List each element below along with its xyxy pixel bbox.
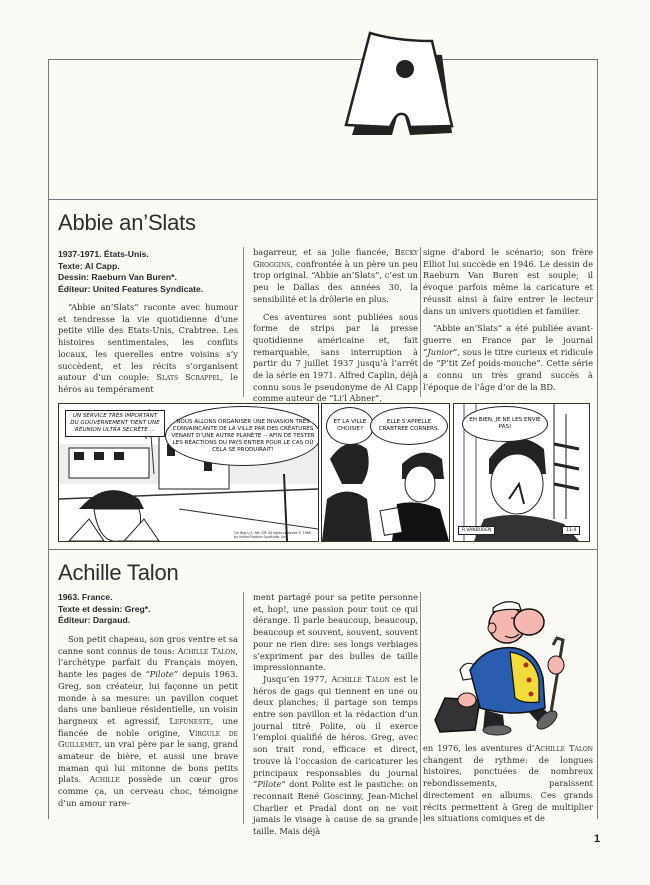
page-number: 1: [594, 833, 601, 845]
achille-col3-paragraph: en 1976, les aventures d’Achille Talon changent de rythme: de longues histoires, ponctuées de nombreux rebondissements, paraissent directement en albums. Ces grands récits permettent à Greg de multiplier les situations comiques et de: [423, 743, 593, 824]
character-name: Lefuneste: [169, 715, 211, 726]
achille-talon-drawing: [425, 590, 590, 740]
character-name: Virgule de Guillemet: [58, 727, 239, 750]
character-name: Becky Groggins: [253, 247, 418, 269]
character-name: Slats Scrappel: [156, 372, 221, 383]
meta-publisher: Éditeur: Dargaud.: [58, 615, 131, 625]
achille-col2-paragraph-2: Jusqu’en 1977, Achille Talon est le héros de gags qui tiennent en une ou deux planches; il partage son temps entre son pavillon et la rédaction d’un journal titré Polite, où il exerce l’emploi qualifié de héros. Greg, avec son trait rond, efficace et direct, trouve là l’occasion de caricaturer les principaux responsables du journal “Pilote” dont Polite est le pastiche: on reconnait René Goscinny, Jean-Michel Charlier et Pradal dont on ne voit jamais le visage à cause de sa grande taille. Mais déjà: [253, 673, 418, 837]
achille-talon-illustration: [425, 590, 590, 740]
meta-dates: 1937-1971. États-Unis.: [58, 249, 149, 259]
entry-meta-abbie: [58, 249, 238, 295]
panel-3-date: 11-4: [562, 526, 580, 535]
letter-counter-dot: [396, 60, 414, 78]
letter-body: [346, 33, 452, 127]
character-name: Achille Talon: [331, 673, 390, 684]
panel-1-copyright: Tm Reg U.S. Pat. Off. All rights reserved © 1968 by United Feature Syndicate, Inc.: [234, 531, 311, 539]
achille-column-3: [423, 743, 593, 825]
comic-panel-3: [453, 403, 590, 542]
comic-panel-1: [58, 403, 319, 542]
abbie-col2-paragraph-1: bagarreur, et sa jolie fiancée, Becky Groggins, confrontée à un père un peu trop original. “Abbie an’Slats”, c’est un peu le Dallas des années 30, la sensibilité et la drôlerie en plus.: [253, 247, 418, 304]
panel-2-speech-bubble-2: ELLE S’APPELLE CRABTREE CORNERS.: [370, 407, 448, 445]
abbie-column-2: [253, 247, 418, 405]
abbie-col3-paragraph-2: “Abbie an’Slats” a été publiée avant-guerre en France par le journal “Junior”, sous le titre curieux et ridicule de “P’tit Zef poids-mouche”. Cette série a connu un très grand succès à l’époque de l’âge d’or de la BD.: [423, 323, 593, 392]
character-name: Achille Talon: [177, 645, 236, 656]
character-name: Achille Talon: [534, 743, 593, 753]
achille-column-2: [253, 592, 418, 838]
page-frame-right: [597, 59, 598, 819]
column-rule: [243, 592, 244, 824]
meta-text-credit: Texte: Al Capp.: [58, 260, 120, 271]
abbie-col3-paragraph-1: signe d’abord le scénario; son frère Elliot lui succède en 1946. Le dessin de Raeburn Van Buren est souple; il évoque parfois même la caricature et réussit ainsi à faire entrer le lecteur dans un univers quotidien et familier.: [423, 247, 593, 316]
abbie-col1-paragraph: “Abbie an’Slats” raconte avec humour et tendresse la vie quotidienne d’une petite ville des Etats-Unis, Crabtree. Les histoires sentimentales, les conflits locaux, les querelles entre voisins s’y succèdent, et les récits s’organisent autour d’un couple: Slats Scrappel, le héros au tempérament: [58, 302, 238, 394]
abbie-column-1: [58, 302, 238, 396]
page-frame-left: [48, 59, 49, 819]
section-letter-a: [340, 25, 470, 150]
character-name: Achille: [89, 774, 120, 785]
column-rule: [420, 247, 421, 397]
entry-meta-achille: [58, 592, 238, 627]
column-rule: [420, 592, 421, 824]
column-rule: [243, 247, 244, 397]
entry-title-achille: Achille Talon: [58, 560, 179, 585]
achille-column-1: [58, 634, 238, 810]
abbie-col2-paragraph-2: Ces aventures sont publiées sous forme de strips par la presse quotidienne américaine et, fait remarquable, sans interruption à partir du 7 juillet 1937 jusqu’à l’arrêt de la série en 1971. Alfred Caplin, déjà connu sous le pseudonyme de Al Capp comme auteur de “Li’l Abner”,: [253, 311, 418, 404]
panel-1-caption: UN SERVICE TRÈS IMPORTANT DU GOUVERNEMENT TIENT UNE RÉUNION ULTRA SECRÈTE ...: [65, 410, 165, 437]
panel-2-speech-bubble-1: ET LA VILLE CHOISIE?: [326, 407, 374, 445]
achille-col1-paragraph: Son petit chapeau, son gros ventre et sa canne sont connus de tous: Achille Talon, l’archétype parfait du Français moyen, hante les pages de “Pilote” depuis 1963. Greg, son créateur, lui façonne un petit monde à sa mesure: un pavillon coquet dans une banlieue résidentielle, un voisin hargneux et agressif, Lefuneste, une fiancée de noble origine, Virgule de Guillemet, un vrai père par le sang, grand amateur de bière, et aussi une brave maman qui lui mitonne de bons petits plats. Achille possède un cœur gros comme ça, un cerveau choc, témoigne d’un amour rare-: [58, 634, 239, 808]
panel-1-speech-bubble: NOUS ALLONS ORGANISER UNE INVASION TRÈS CONVAINCANTE DE LA VILLE PAR DES CRÉATURES VENANT D’UNE AUTRE PLANÈTE -- AFIN DE TESTER LES RÉACTIONS DU PAYS ENTIER POUR LE CAS OÙ CELA SE PRODUIRAIT!: [165, 406, 319, 466]
panel-3-speech-bubble: EH BIEN, JE NE LES ENVIE PAS!: [462, 406, 548, 442]
meta-credit: Texte et dessin: Greg*.: [58, 603, 151, 614]
achille-col2-paragraph-1: ment partagé pour sa petite personne et, hop!, une passion pour tout ce qui dérange. Il parle beaucoup, beaucoup, beaucoup et souvent, souvent, souvent pour ne rien dire: ses longs verbiages s’expriment par des bulles de taille impressionnante.: [253, 592, 418, 673]
meta-art-credit: Dessin: Raeburn Van Buren*.: [58, 272, 177, 282]
abbie-column-3: [423, 247, 593, 393]
section-letter-a-graphic: [340, 25, 470, 150]
entry-divider: [48, 549, 598, 550]
frame-top-rule: [48, 59, 598, 60]
header-divider: [48, 199, 598, 200]
entry-title-abbie: Abbie an’Slats: [58, 210, 196, 235]
panel-3-signature: R.VANBUREN: [458, 526, 495, 535]
meta-dates: 1963. France.: [58, 592, 113, 602]
meta-publisher: Éditeur: United Features Syndicate.: [58, 283, 204, 294]
comic-panel-2: [321, 403, 450, 542]
